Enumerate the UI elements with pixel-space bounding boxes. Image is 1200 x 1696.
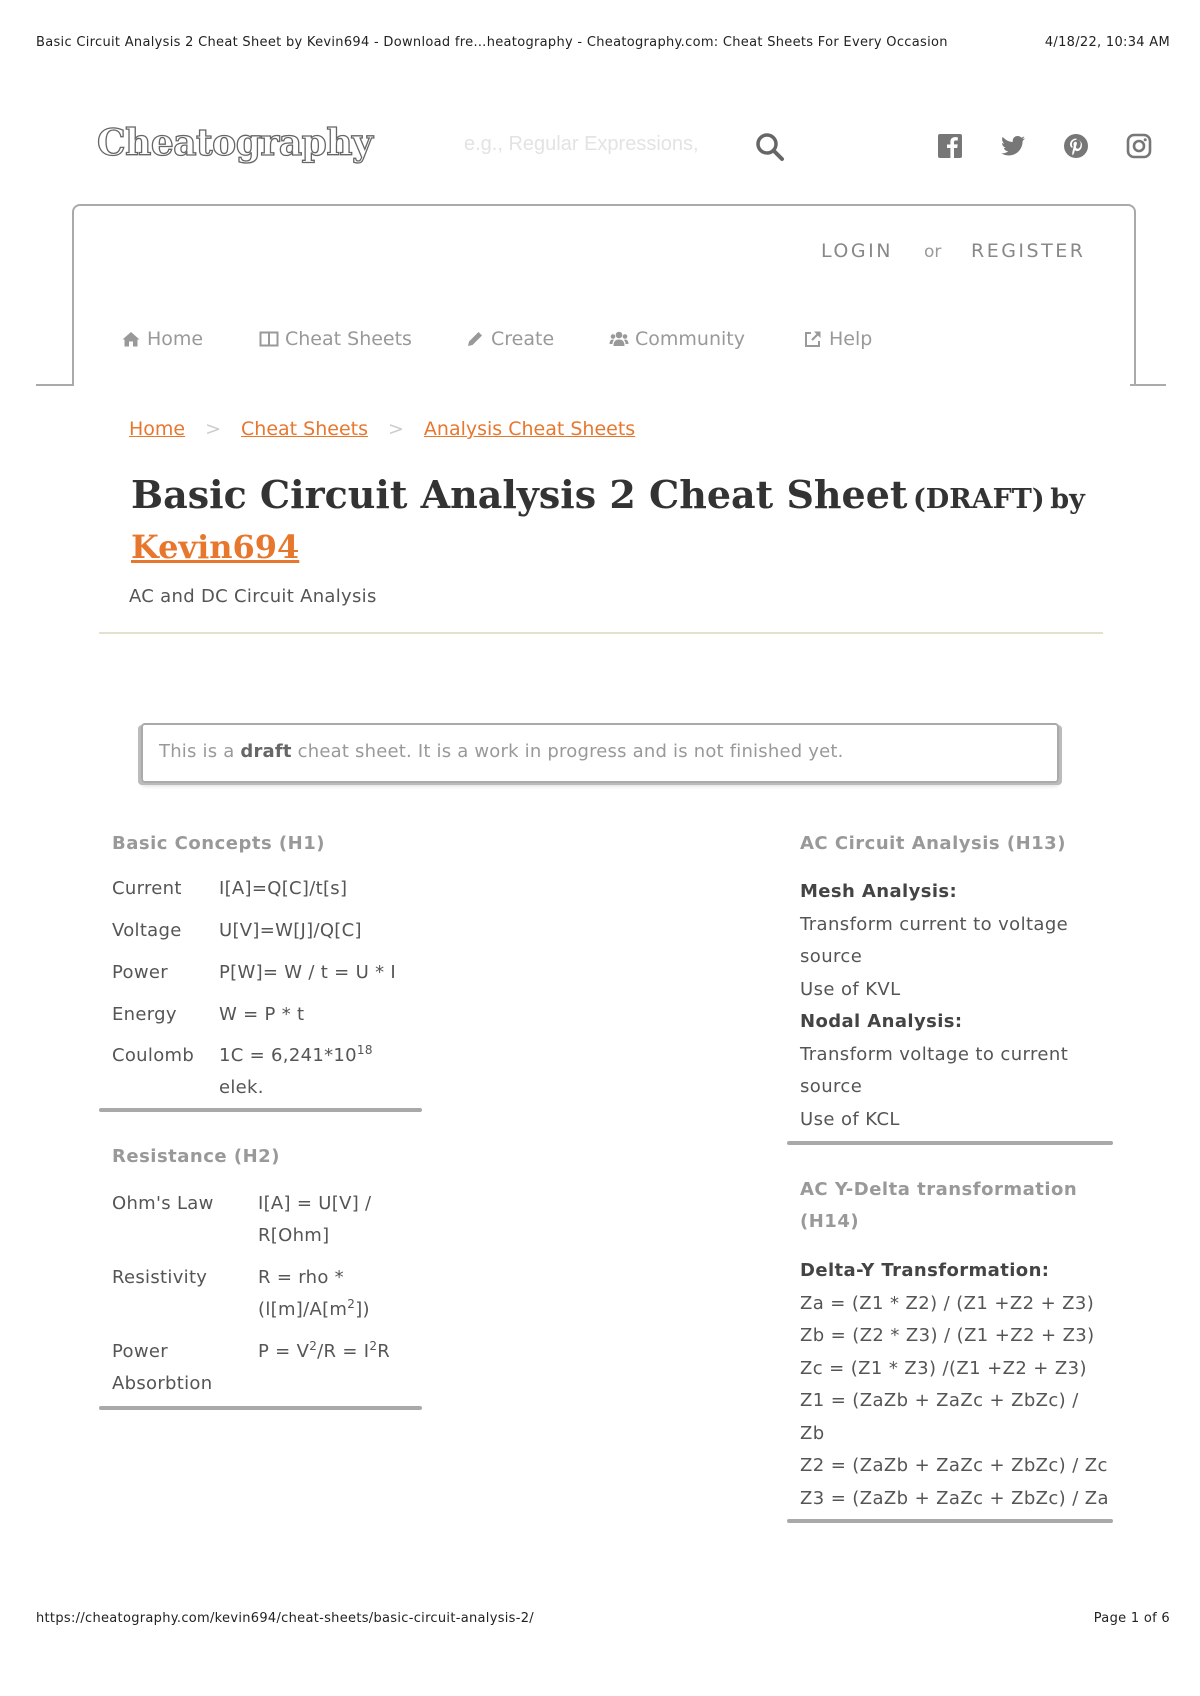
register-link[interactable]: REGISTER: [971, 240, 1086, 262]
users-icon: [609, 329, 629, 349]
ydelta-heading-2: (H14): [800, 1211, 860, 1232]
page-title: [131, 473, 1091, 575]
power-sup2: 2: [369, 1339, 378, 1353]
ydelta-line: Zc = (Z1 * Z3) /(Z1 +Z2 + Z3): [800, 1357, 1087, 1379]
resistance-value: [258, 1188, 371, 1252]
ac-line: Transform voltage to current: [800, 1043, 1069, 1065]
resistance-value: [258, 1336, 390, 1368]
ydelta-line: Z1 = (ZaZb + ZaZc + ZbZc) /: [800, 1390, 1079, 1411]
resist-line2-end: ]): [355, 1299, 370, 1320]
ydelta-line: Z3 = (ZaZb + ZaZc + ZbZc) / Za: [800, 1487, 1109, 1509]
coulomb-exponent: 18: [356, 1043, 373, 1057]
section-heading: Resistance (H2): [112, 1146, 280, 1167]
concept-label: Power: [112, 962, 168, 983]
section-heading: [800, 1174, 1077, 1238]
section-divider: [99, 1406, 422, 1410]
draft-notice-post: cheat sheet. It is a work in progress and is not finished yet.: [297, 741, 844, 762]
nav-home[interactable]: [121, 328, 203, 350]
by-label: by: [1050, 484, 1085, 515]
concept-label: Coulomb: [112, 1045, 195, 1066]
power-post: R: [377, 1341, 391, 1362]
concept-value: P[W]= W / t = U * I: [219, 962, 397, 983]
nav-frame: [72, 204, 1136, 386]
power-label-2: Absorbtion: [112, 1373, 213, 1394]
instagram-icon[interactable]: [1126, 133, 1152, 159]
pinterest-icon[interactable]: [1063, 133, 1089, 159]
resist-exp: 2: [347, 1297, 356, 1311]
concept-value: U[V]=W[J]/Q[C]: [219, 920, 362, 941]
section-divider: [787, 1519, 1113, 1523]
resistance-label: Resistivity: [112, 1267, 208, 1288]
power-mid: /R = I: [317, 1341, 370, 1362]
title-divider: [99, 632, 1103, 634]
concept-value: [219, 1040, 399, 1104]
power-pre: P = V: [258, 1341, 310, 1362]
breadcrumb-separator: >: [388, 418, 404, 440]
ydelta-body: [800, 1255, 1120, 1515]
nav-home-label: Home: [147, 328, 204, 350]
nav-create-label: Create: [491, 328, 555, 350]
breadcrumb-separator: >: [205, 418, 222, 440]
pencil-icon: [465, 329, 485, 349]
ydelta-line: Zb: [800, 1422, 825, 1444]
resistance-value: [258, 1262, 370, 1326]
facebook-icon[interactable]: [937, 133, 963, 159]
ac-line: Use of KCL: [800, 1108, 900, 1130]
nav-frame-left-tail: [36, 384, 74, 386]
nav-cheat-sheets[interactable]: [259, 328, 412, 350]
book-icon: [259, 329, 279, 349]
breadcrumb-analysis[interactable]: Analysis Cheat Sheets: [423, 418, 636, 440]
ydelta-line: Za = (Z1 * Z2) / (Z1 +Z2 + Z3): [800, 1292, 1095, 1314]
draft-tag: (DRAFT): [913, 484, 1045, 515]
print-header-date: 4/18/22, 10:34 AM: [1044, 35, 1170, 50]
login-link[interactable]: LOGIN: [821, 240, 893, 262]
concept-value: I[A]=Q[C]/t[s]: [219, 878, 348, 899]
author-link[interactable]: Kevin694: [131, 528, 300, 566]
nav-help[interactable]: [803, 328, 872, 350]
section-heading: AC Circuit Analysis (H13): [800, 833, 1066, 854]
concept-label: Current: [112, 878, 182, 899]
ydelta-line: Delta-Y Transformation:: [800, 1260, 1050, 1281]
nav-community[interactable]: [609, 328, 745, 350]
draft-notice-bold: draft: [240, 741, 292, 762]
ac-line: Use of KVL: [800, 978, 901, 1000]
resistance-label: Ohm's Law: [112, 1193, 214, 1214]
coulomb-unit: elek.: [219, 1077, 264, 1098]
ohm-line2: R[Ohm]: [258, 1225, 330, 1246]
search-input[interactable]: e.g., Regular Expressions,: [464, 133, 699, 155]
nav-cheat-sheets-label: Cheat Sheets: [285, 328, 412, 350]
breadcrumb-home[interactable]: Home: [129, 418, 186, 440]
nav-create[interactable]: [465, 328, 554, 350]
ac-line: Mesh Analysis:: [800, 881, 958, 902]
nav-help-label: Help: [829, 328, 873, 350]
nav-frame-right-tail: [1130, 384, 1166, 386]
resistance-label: [112, 1336, 212, 1400]
print-footer-url: https://cheatography.com/kevin694/cheat-sheets/basic-circuit-analysis-2/: [36, 1611, 534, 1626]
breadcrumb-cheat-sheets[interactable]: Cheat Sheets: [241, 418, 368, 440]
breadcrumb: [129, 418, 635, 440]
site-logo[interactable]: Cheatography: [97, 122, 373, 164]
ac-line: Transform current to voltage: [800, 913, 1069, 935]
ac-line: source: [800, 1076, 863, 1097]
section-divider: [787, 1141, 1113, 1145]
auth-or: or: [924, 242, 942, 262]
power-sup1: 2: [309, 1339, 318, 1353]
concept-label: Voltage: [112, 920, 182, 941]
twitter-icon[interactable]: [1000, 133, 1026, 159]
ydelta-heading-1: AC Y-Delta transformation: [800, 1179, 1078, 1200]
coulomb-value: 1C = 6,241*10: [219, 1045, 357, 1066]
draft-notice: [141, 723, 1059, 783]
ac-line: Nodal Analysis:: [800, 1011, 963, 1032]
resist-line2: (l[m]/A[m: [258, 1299, 348, 1320]
page-description: AC and DC Circuit Analysis: [129, 586, 377, 607]
ac-line: source: [800, 946, 863, 967]
section-heading: Basic Concepts (H1): [112, 833, 325, 854]
ac-circuit-body: [800, 876, 1110, 1136]
resist-line1: R = rho *: [258, 1267, 344, 1288]
external-link-icon: [803, 329, 823, 349]
print-header-title: Basic Circuit Analysis 2 Cheat Sheet by Kevin694 - Download fre…heatography - Cheatography.com: Cheat Sheets For Every Occasion: [36, 35, 948, 50]
print-footer-page: Page 1 of 6: [1093, 1611, 1170, 1626]
ydelta-line: Z2 = (ZaZb + ZaZc + ZbZc) / Zc: [800, 1455, 1108, 1476]
power-label-1: Power: [112, 1341, 168, 1362]
ohm-line1: I[A] = U[V] /: [258, 1193, 372, 1214]
draft-notice-pre: This is a: [159, 741, 235, 762]
ydelta-line: Zb = (Z2 * Z3) / (Z1 +Z2 + Z3): [800, 1325, 1095, 1346]
section-divider: [99, 1108, 422, 1112]
concept-label: Energy: [112, 1004, 177, 1025]
concept-value: W = P * t: [219, 1004, 305, 1025]
nav-community-label: Community: [635, 328, 745, 350]
search-icon[interactable]: [755, 132, 785, 162]
home-icon: [121, 329, 141, 349]
page-title-text: Basic Circuit Analysis 2 Cheat Sheet: [131, 472, 908, 517]
